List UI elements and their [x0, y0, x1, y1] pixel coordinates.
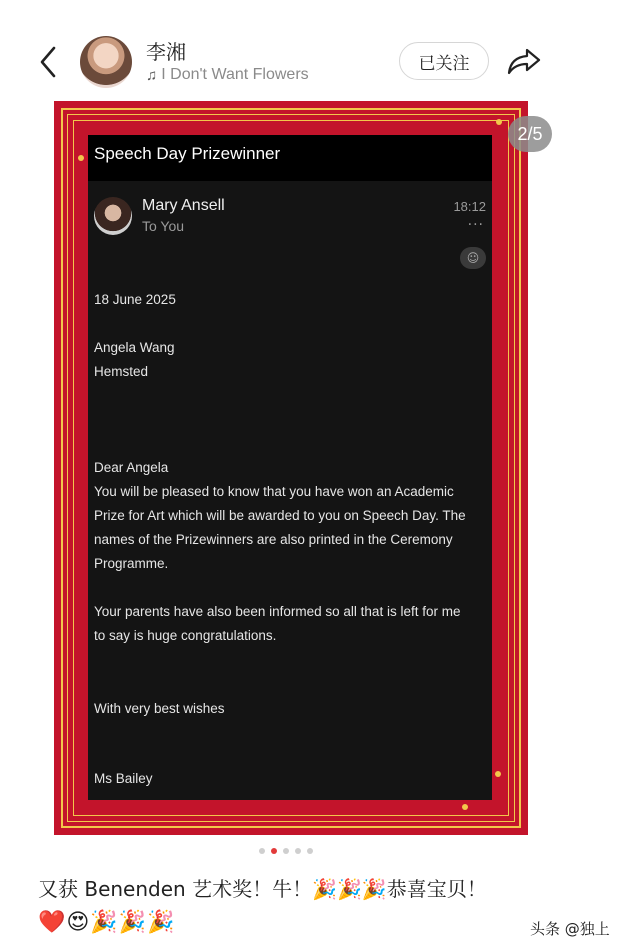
sender-avatar [94, 197, 132, 235]
paragraph-line: Prize for Art which will be awarded to you on Speech Day. The [94, 508, 466, 523]
caption-emojis: ❤️😍🎉🎉🎉 [38, 910, 176, 935]
page-dot[interactable] [259, 848, 265, 854]
email-greeting: Dear Angela [94, 460, 169, 475]
frame-dot [496, 119, 502, 125]
sender-name: Mary Ansell [142, 197, 225, 214]
recipient-name: Angela Wang [94, 340, 175, 355]
email-time: 18:12 [453, 199, 486, 214]
post-caption: 又获 Benenden 艺术奖！牛！🎉🎉🎉恭喜宝贝！ [38, 877, 487, 901]
email-subject: Speech Day Prizewinner [88, 135, 492, 181]
page-dot[interactable] [283, 848, 289, 854]
song-info[interactable] [146, 66, 309, 84]
paragraph-line: to say is huge congratulations. [94, 628, 277, 643]
song-title: I Don't Want Flowers [161, 66, 309, 83]
music-note-icon: ♫ [146, 66, 158, 84]
recipient-house: Hemsted [94, 364, 149, 379]
page-dot-active[interactable] [271, 848, 277, 854]
user-name[interactable]: 李湘 [146, 40, 186, 64]
share-button[interactable] [505, 44, 543, 78]
follow-button[interactable]: 已关注 [399, 42, 489, 80]
avatar[interactable] [80, 36, 132, 88]
back-button[interactable] [36, 44, 62, 80]
paragraph-line: Your parents have also been informed so all that is left for me [94, 604, 461, 619]
email-date: 18 June 2025 [94, 292, 176, 307]
more-options-icon: ··· [467, 217, 484, 233]
frame-dot [78, 155, 84, 161]
paragraph-line: Programme. [94, 556, 169, 571]
share-arrow-icon [505, 44, 543, 78]
frame-dot [462, 804, 468, 810]
paragraph-line: names of the Prizewinners are also printed in the Ceremony [94, 532, 453, 547]
chevron-left-icon [36, 44, 62, 80]
frame-dot [495, 771, 501, 777]
email-signature: Ms Bailey [94, 771, 153, 786]
page-dot[interactable] [307, 848, 313, 854]
email-closing: With very best wishes [94, 701, 225, 716]
pagination-dots [259, 848, 313, 854]
recipient: To You [142, 218, 185, 234]
page-dot[interactable] [295, 848, 301, 854]
image-counter: 2/5 [508, 116, 552, 152]
smiley-icon: ☺ [460, 247, 486, 269]
email-screenshot [88, 135, 492, 800]
watermark: 头条 @独上 [530, 920, 610, 938]
paragraph-line: You will be pleased to know that you have won an Academic [94, 484, 454, 499]
